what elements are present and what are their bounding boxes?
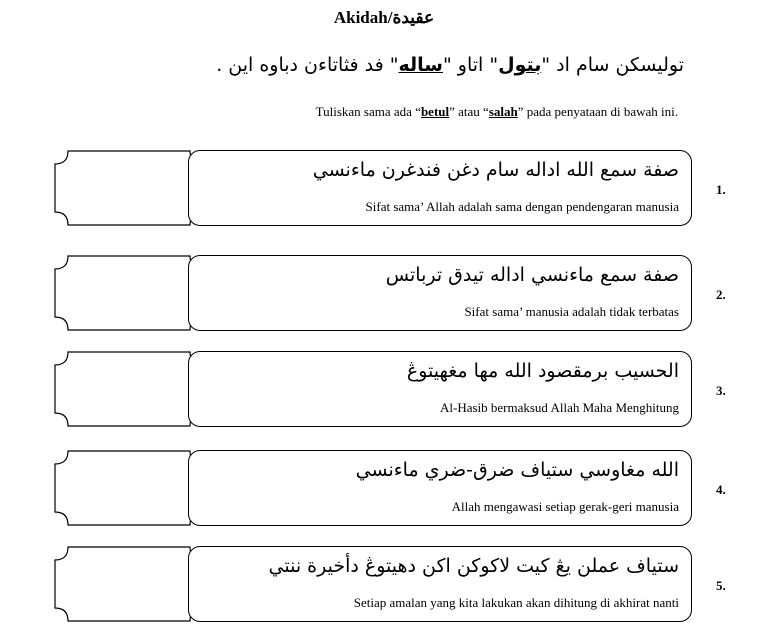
- statement-box-1: [188, 150, 692, 226]
- instruction-jawi: [0, 54, 684, 76]
- question-row-3: [0, 351, 768, 429]
- answer-box-1[interactable]: [54, 150, 204, 226]
- question-row-5: [0, 546, 768, 624]
- instruction-jawi-before: توليسكن سام اد ": [541, 54, 684, 76]
- statement-jawi-3: الحسيب برمقصود الله مها مغهيتوڠ: [406, 360, 679, 382]
- instruction-jawi-betul: بتول: [498, 54, 542, 76]
- statement-box-5: [188, 546, 692, 622]
- answer-box-5[interactable]: [54, 546, 204, 622]
- instruction-rumi-after: ” pada penyataan di bawah ini.: [517, 104, 678, 119]
- statement-box-4: [188, 450, 692, 526]
- answer-box-2[interactable]: [54, 255, 204, 331]
- statement-box-2: [188, 255, 692, 331]
- statement-jawi-4: الله مغاوسي ستياف ضرق-ضري ماءنسي: [355, 459, 679, 481]
- instruction-jawi-salah: ساله: [398, 54, 443, 76]
- statement-rumi-1: Sifat sama’ Allah adalah sama dengan pendengaran manusia: [365, 199, 679, 214]
- question-row-2: [0, 255, 768, 333]
- statement-jawi-2: صفة سمع ماءنسي اداله تيدق ترباتس: [385, 264, 679, 286]
- answer-box-4[interactable]: [54, 450, 204, 526]
- statement-jawi-5: ستياف عملن يڠ كيت لاكوكن اكن دهيتوڠ دأخيرة ننتي: [268, 555, 679, 577]
- instruction-rumi-mid: ” atau “: [449, 104, 489, 119]
- question-row-1: [0, 150, 768, 228]
- statement-rumi-4: Allah mengawasi setiap gerak-geri manusia: [451, 499, 679, 514]
- question-number-5: 5.: [716, 578, 726, 593]
- statement-rumi-3: Al-Hasib bermaksud Allah Maha Menghitung: [439, 400, 679, 415]
- question-row-4: [0, 450, 768, 528]
- question-number-3: 3.: [716, 383, 726, 398]
- instruction-rumi: [0, 104, 678, 120]
- question-number-4: 4.: [716, 482, 726, 497]
- instruction-rumi-before: Tuliskan sama ada “: [315, 104, 421, 119]
- statement-jawi-1: صفة سمع الله اداله سام دغن فندغرن ماءنسي: [312, 159, 679, 181]
- question-number-2: 2.: [716, 287, 726, 302]
- statement-box-3: [188, 351, 692, 427]
- instruction-rumi-betul: betul: [420, 104, 450, 119]
- instruction-rumi-salah: salah: [488, 104, 518, 119]
- answer-box-3[interactable]: [54, 351, 204, 427]
- question-number-1: 1.: [716, 182, 726, 197]
- instruction-jawi-after: " فد فثاتاءن دباوه اين .: [216, 54, 399, 76]
- statement-rumi-2: Sifat sama’ manusia adalah tidak terbatas: [464, 304, 679, 319]
- statement-rumi-5: Setiap amalan yang kita lakukan akan dihitung di akhirat nanti: [353, 595, 679, 610]
- page-title: Akidah/عقيدة: [333, 8, 435, 27]
- instruction-jawi-mid: " اتاو ": [443, 54, 499, 76]
